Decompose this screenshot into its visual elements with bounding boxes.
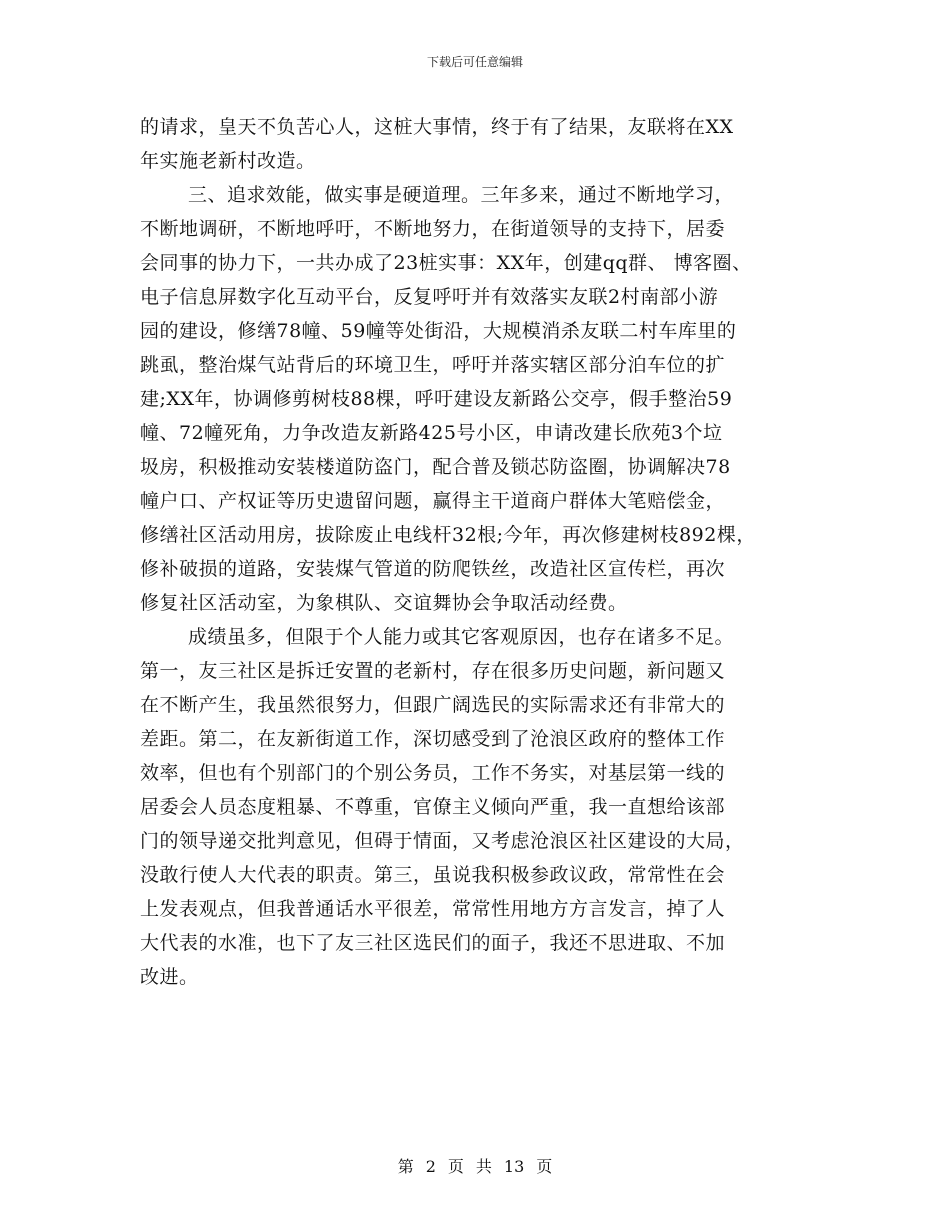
text-line: 园的建设，修缮78幢、59幢等处街沿，大规模消杀友联二村车库里的: [140, 320, 737, 342]
text-line: 修缮社区活动用房，拔除废止电线杆32根;今年，再次修建树枝892棵，: [140, 524, 756, 546]
text-line: 没敢行使人大代表的职责。第三，虽说我积极参政议政，常常性在会: [140, 864, 726, 886]
text-line: 成绩虽多，但限于个人能力或其它客观原因，也存在诸多不足。: [188, 626, 735, 648]
text-line: 差距。第二，在友新街道工作，深切感受到了沧浪区政府的整体工作: [140, 728, 726, 750]
text-line: 年实施老新村改造。: [140, 150, 316, 172]
page-header: 下载后可任意编辑: [426, 55, 523, 69]
text-line: 在不断产生，我虽然很努力，但跟广阔选民的实际需求还有非常大的: [140, 694, 726, 716]
footer-label: 页: [447, 1157, 464, 1176]
text-line: 三、追求效能，做实事是硬道理。三年多来，通过不断地学习，: [188, 184, 735, 206]
text-line: 电子信息屏数字化互动平台，反复呼吁并有效落实友联2村南部小游: [140, 286, 719, 308]
footer-label: 页: [536, 1157, 553, 1176]
text-line: 圾房，积极推动安装楼道防盗门，配合普及锁芯防盗圈，协调解决78: [140, 456, 731, 478]
text-line: 的请求，皇天不负苦心人，这桩大事情，终于有了结果，友联将在XX: [140, 116, 734, 138]
text-line: 不断地调研，不断地呼吁，不断地努力，在街道领导的支持下，居委: [140, 218, 726, 240]
text-line: 会同事的协力下，一共办成了23桩实事：XX年，创建qq群、 博客圈、: [140, 252, 752, 274]
text-line: 效率，但也有个别部门的个别公务员，工作不务实，对基层第一线的: [140, 762, 726, 784]
text-line: 改进。: [140, 966, 199, 988]
footer-label: 第: [397, 1157, 414, 1176]
page-number: 2: [425, 1157, 436, 1176]
text-line: 跳虱，整治煤气站背后的环境卫生，呼吁并落实辖区部分泊车位的扩: [140, 354, 726, 376]
text-line: 幢户口、产权证等历史遗留问题，赢得主干道商户群体大笔赔偿金，: [140, 490, 726, 512]
text-line: 门的领导递交批判意见，但碍于情面，又考虑沧浪区社区建设的大局，: [140, 830, 745, 852]
page-footer: [0, 1154, 950, 1177]
text-line: 第一，友三社区是拆迁安置的老新村，存在很多历史问题，新问题又: [140, 660, 726, 682]
text-line: 修补破损的道路，安装煤气管道的防爬铁丝，改造社区宣传栏，再次: [140, 558, 726, 580]
text-line: 居委会人员态度粗暴、不尊重，官僚主义倾向严重，我一直想给该部: [140, 796, 726, 818]
text-line: 修复社区活动室，为象棋队、交谊舞协会争取活动经费。: [140, 592, 628, 614]
text-line: 幢、72幢死角，力争改造友新路425号小区，申请改建长欣苑3个垃: [140, 422, 723, 444]
footer-label: 共: [475, 1157, 492, 1176]
total-pages: 13: [503, 1157, 525, 1176]
text-line: 大代表的水准，也下了友三社区选民们的面子，我还不思进取、不加: [140, 932, 726, 954]
text-line: 上发表观点，但我普通话水平很差，常常性用地方方言发言，掉了人: [140, 898, 726, 920]
text-line: 建;XX年，协调修剪树枝88棵，呼吁建设友新路公交亭，假手整治59: [140, 388, 733, 410]
